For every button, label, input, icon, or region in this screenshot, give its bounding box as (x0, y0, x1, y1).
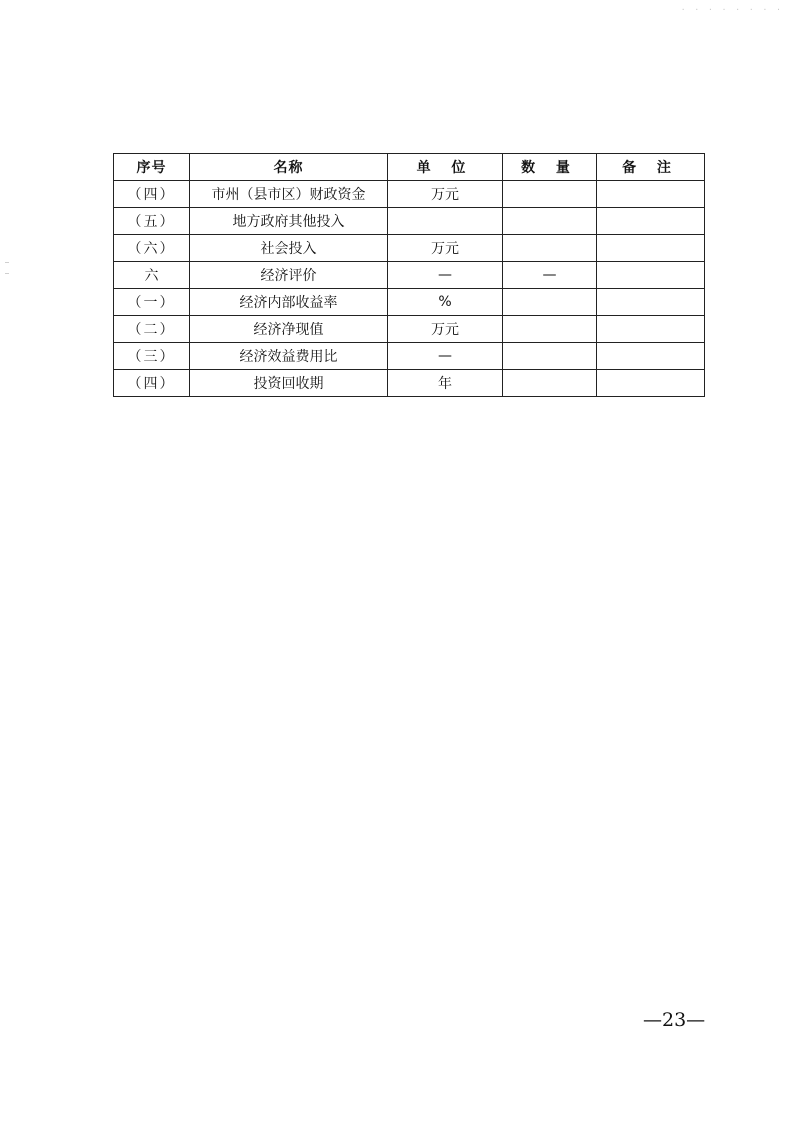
header-name: 名称 (190, 154, 388, 181)
row-seq: （五） (114, 208, 190, 235)
table-row (114, 208, 705, 235)
scan-marks: . . . . . . . . (680, 3, 783, 12)
header-remarks: 备 注 (597, 154, 705, 181)
row-seq: （四） (114, 370, 190, 397)
row-unit (388, 208, 503, 235)
row-name: 经济效益费用比 (190, 343, 388, 370)
row-name: 地方政府其他投入 (190, 208, 388, 235)
row-seq: （三） (114, 343, 190, 370)
header-unit: 单 位 (388, 154, 503, 181)
row-seq: （一） (114, 289, 190, 316)
table-row (114, 289, 705, 316)
project-indicator-table (113, 153, 705, 397)
margin-tick (5, 273, 9, 274)
row-quantity (503, 181, 597, 208)
row-unit: 万元 (388, 181, 503, 208)
row-remarks (597, 343, 705, 370)
row-name: 经济内部收益率 (190, 289, 388, 316)
row-name: 市州（县市区）财政资金 (190, 181, 388, 208)
table-row (114, 235, 705, 262)
row-remarks (597, 316, 705, 343)
table-row (114, 343, 705, 370)
table-row (114, 262, 705, 289)
row-remarks (597, 235, 705, 262)
row-name: 经济评价 (190, 262, 388, 289)
row-seq: （四） (114, 181, 190, 208)
row-remarks (597, 262, 705, 289)
row-quantity (503, 343, 597, 370)
row-name: 投资回收期 (190, 370, 388, 397)
row-quantity: — (503, 262, 597, 289)
row-name: 经济净现值 (190, 316, 388, 343)
table-row (114, 181, 705, 208)
row-quantity (503, 235, 597, 262)
row-remarks (597, 208, 705, 235)
row-unit: 年 (388, 370, 503, 397)
row-unit: % (388, 289, 503, 316)
row-remarks (597, 370, 705, 397)
row-unit: — (388, 343, 503, 370)
row-quantity (503, 208, 597, 235)
row-seq: 六 (114, 262, 190, 289)
row-seq: （二） (114, 316, 190, 343)
row-seq: （六） (114, 235, 190, 262)
table-row (114, 316, 705, 343)
row-unit: 万元 (388, 235, 503, 262)
table-row (114, 370, 705, 397)
row-quantity (503, 289, 597, 316)
header-quantity: 数 量 (503, 154, 597, 181)
row-quantity (503, 370, 597, 397)
row-name: 社会投入 (190, 235, 388, 262)
row-quantity (503, 316, 597, 343)
header-seq: 序号 (114, 154, 190, 181)
row-unit: — (388, 262, 503, 289)
page-number: —23— (643, 1009, 706, 1031)
row-unit: 万元 (388, 316, 503, 343)
margin-tick (5, 262, 9, 263)
table-header-row (114, 154, 705, 181)
row-remarks (597, 181, 705, 208)
row-remarks (597, 289, 705, 316)
